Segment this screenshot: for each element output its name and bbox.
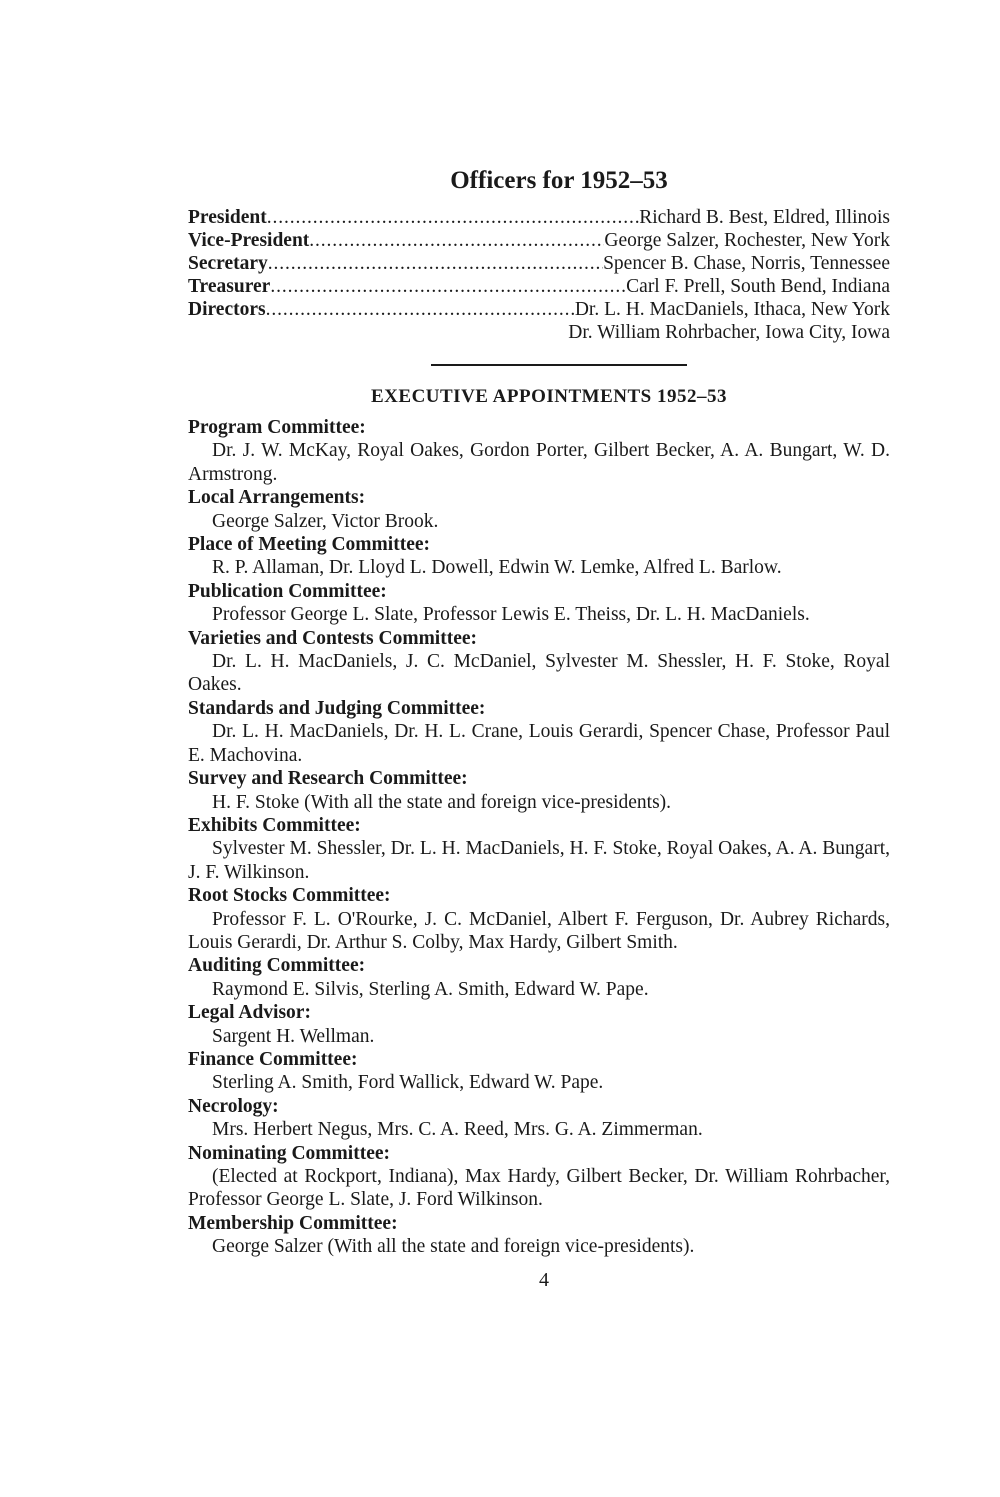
- committee-entry: [188, 627, 890, 697]
- committee-name: Program Committee:: [188, 417, 366, 438]
- committee-name: Finance Committee:: [188, 1048, 358, 1070]
- committee-entry: [188, 416, 890, 486]
- committee-name: Membership Committee:: [188, 1212, 398, 1234]
- section-heading: EXECUTIVE APPOINTMENTS 1952–53: [371, 386, 727, 407]
- committee-name: Necrology:: [188, 1095, 279, 1117]
- committee-name: Local Arrangements:: [188, 487, 366, 509]
- committee-members: H. F. Stoke (With all the state and foreign vice-presidents).: [212, 791, 672, 813]
- officer-row-directors: [188, 298, 890, 321]
- officer-name: Spencer B. Chase, Norris, Tennessee: [603, 253, 890, 274]
- committee-name: Survey and Research Committee:: [188, 768, 468, 790]
- committee-members: Professor F. L. O'Rourke, J. C. McDaniel, Albert F. Ferguson, Dr. Aubrey Richards, Louis Gerardi, Dr. Arthur S. Colby, Max Hardy, Gilbert Smith.: [188, 908, 890, 953]
- committee-members: George Salzer, Victor Brook.: [212, 510, 439, 532]
- committee-entry: [188, 1142, 890, 1212]
- committee-members: Dr. L. H. MacDaniels, J. C. McDaniel, Sylvester M. Shessler, H. F. Stoke, Royal Oakes.: [188, 651, 890, 696]
- committee-entry: [188, 533, 890, 580]
- committee-members: Mrs. Herbert Negus, Mrs. C. A. Reed, Mrs. G. A. Zimmerman.: [212, 1119, 703, 1141]
- dot-leader: [266, 298, 575, 321]
- officer-name: Dr. L. H. MacDaniels, Ithaca, New York: [574, 299, 890, 320]
- officer-row-secretary: [188, 252, 890, 275]
- committee-name: Publication Committee:: [188, 580, 387, 602]
- committee-entry: [188, 1048, 890, 1095]
- page-number: 4: [539, 1268, 549, 1291]
- committee-entry: [188, 580, 890, 627]
- committee-name: Place of Meeting Committee:: [188, 534, 431, 556]
- officer-role: Treasurer: [188, 276, 271, 297]
- committee-name: Nominating Committee:: [188, 1142, 390, 1164]
- committee-entry: [188, 954, 890, 1001]
- committee-members: (Elected at Rockport, Indiana), Max Hardy, Gilbert Becker, Dr. William Rohrbacher, Professor George L. Slate, J. Ford Wilkinson.: [188, 1166, 890, 1211]
- committee-name: Root Stocks Committee:: [188, 885, 391, 907]
- committee-members: Sterling A. Smith, Ford Wallick, Edward W. Pape.: [212, 1072, 604, 1094]
- appointments-list: [188, 416, 890, 1259]
- officer-role: Vice-President: [188, 230, 310, 251]
- officer-name: George Salzer, Rochester, New York: [604, 230, 890, 251]
- committee-members: Sylvester M. Shessler, Dr. L. H. MacDaniels, H. F. Stoke, Royal Oakes, A. A. Bungart, J. F. Wilkinson.: [188, 838, 890, 883]
- officer-role: Secretary: [188, 253, 268, 274]
- committee-name: Legal Advisor:: [188, 1002, 311, 1024]
- officer-name: Carl F. Prell, South Bend, Indiana: [626, 276, 890, 297]
- committee-members: George Salzer (With all the state and foreign vice-presidents).: [212, 1236, 695, 1258]
- dot-leader: [270, 275, 626, 298]
- committee-entry: [188, 1001, 890, 1048]
- committee-entry: [188, 697, 890, 767]
- page-title: Officers for 1952–53: [450, 167, 668, 194]
- committee-name: Exhibits Committee:: [188, 814, 361, 836]
- committee-entry: [188, 884, 890, 954]
- committee-members: Professor George L. Slate, Professor Lewis E. Theiss, Dr. L. H. MacDaniels.: [212, 604, 810, 626]
- committee-entry: [188, 1212, 890, 1259]
- officer-role: President: [188, 207, 267, 228]
- committee-members: Dr. L. H. MacDaniels, Dr. H. L. Crane, Louis Gerardi, Spencer Chase, Professor Paul E. Machovina.: [188, 721, 890, 766]
- dot-leader: [309, 229, 604, 252]
- officer-role: Directors: [188, 299, 266, 320]
- dot-leader: [268, 252, 603, 275]
- committee-entry: [188, 1095, 890, 1142]
- committee-members: Raymond E. Silvis, Sterling A. Smith, Edward W. Pape.: [212, 978, 649, 1000]
- document-page: [188, 166, 890, 1292]
- committee-members: Sargent H. Wellman.: [212, 1025, 375, 1047]
- committee-members: R. P. Allaman, Dr. Lloyd L. Dowell, Edwin W. Lemke, Alfred L. Barlow.: [212, 557, 782, 579]
- officer-row-president: [188, 206, 890, 229]
- committee-name: Varieties and Contests Committee:: [188, 627, 478, 649]
- dot-leader: [267, 206, 640, 229]
- committee-name: Auditing Committee:: [188, 955, 366, 977]
- officer-row-treasurer: [188, 275, 890, 298]
- directors-extra: Dr. William Rohrbacher, Iowa City, Iowa: [568, 322, 890, 343]
- committee-entry: [188, 814, 890, 884]
- section-divider: [431, 364, 687, 366]
- committee-name: Standards and Judging Committee:: [188, 697, 486, 719]
- committee-members: Dr. J. W. McKay, Royal Oakes, Gordon Porter, Gilbert Becker, A. A. Bungart, W. D. Armstrong.: [188, 440, 890, 485]
- officer-name: Richard B. Best, Eldred, Illinois: [639, 207, 890, 228]
- officer-row-vice-president: [188, 229, 890, 252]
- officers-list: [188, 206, 890, 344]
- committee-entry: [188, 486, 890, 533]
- committee-entry: [188, 767, 890, 814]
